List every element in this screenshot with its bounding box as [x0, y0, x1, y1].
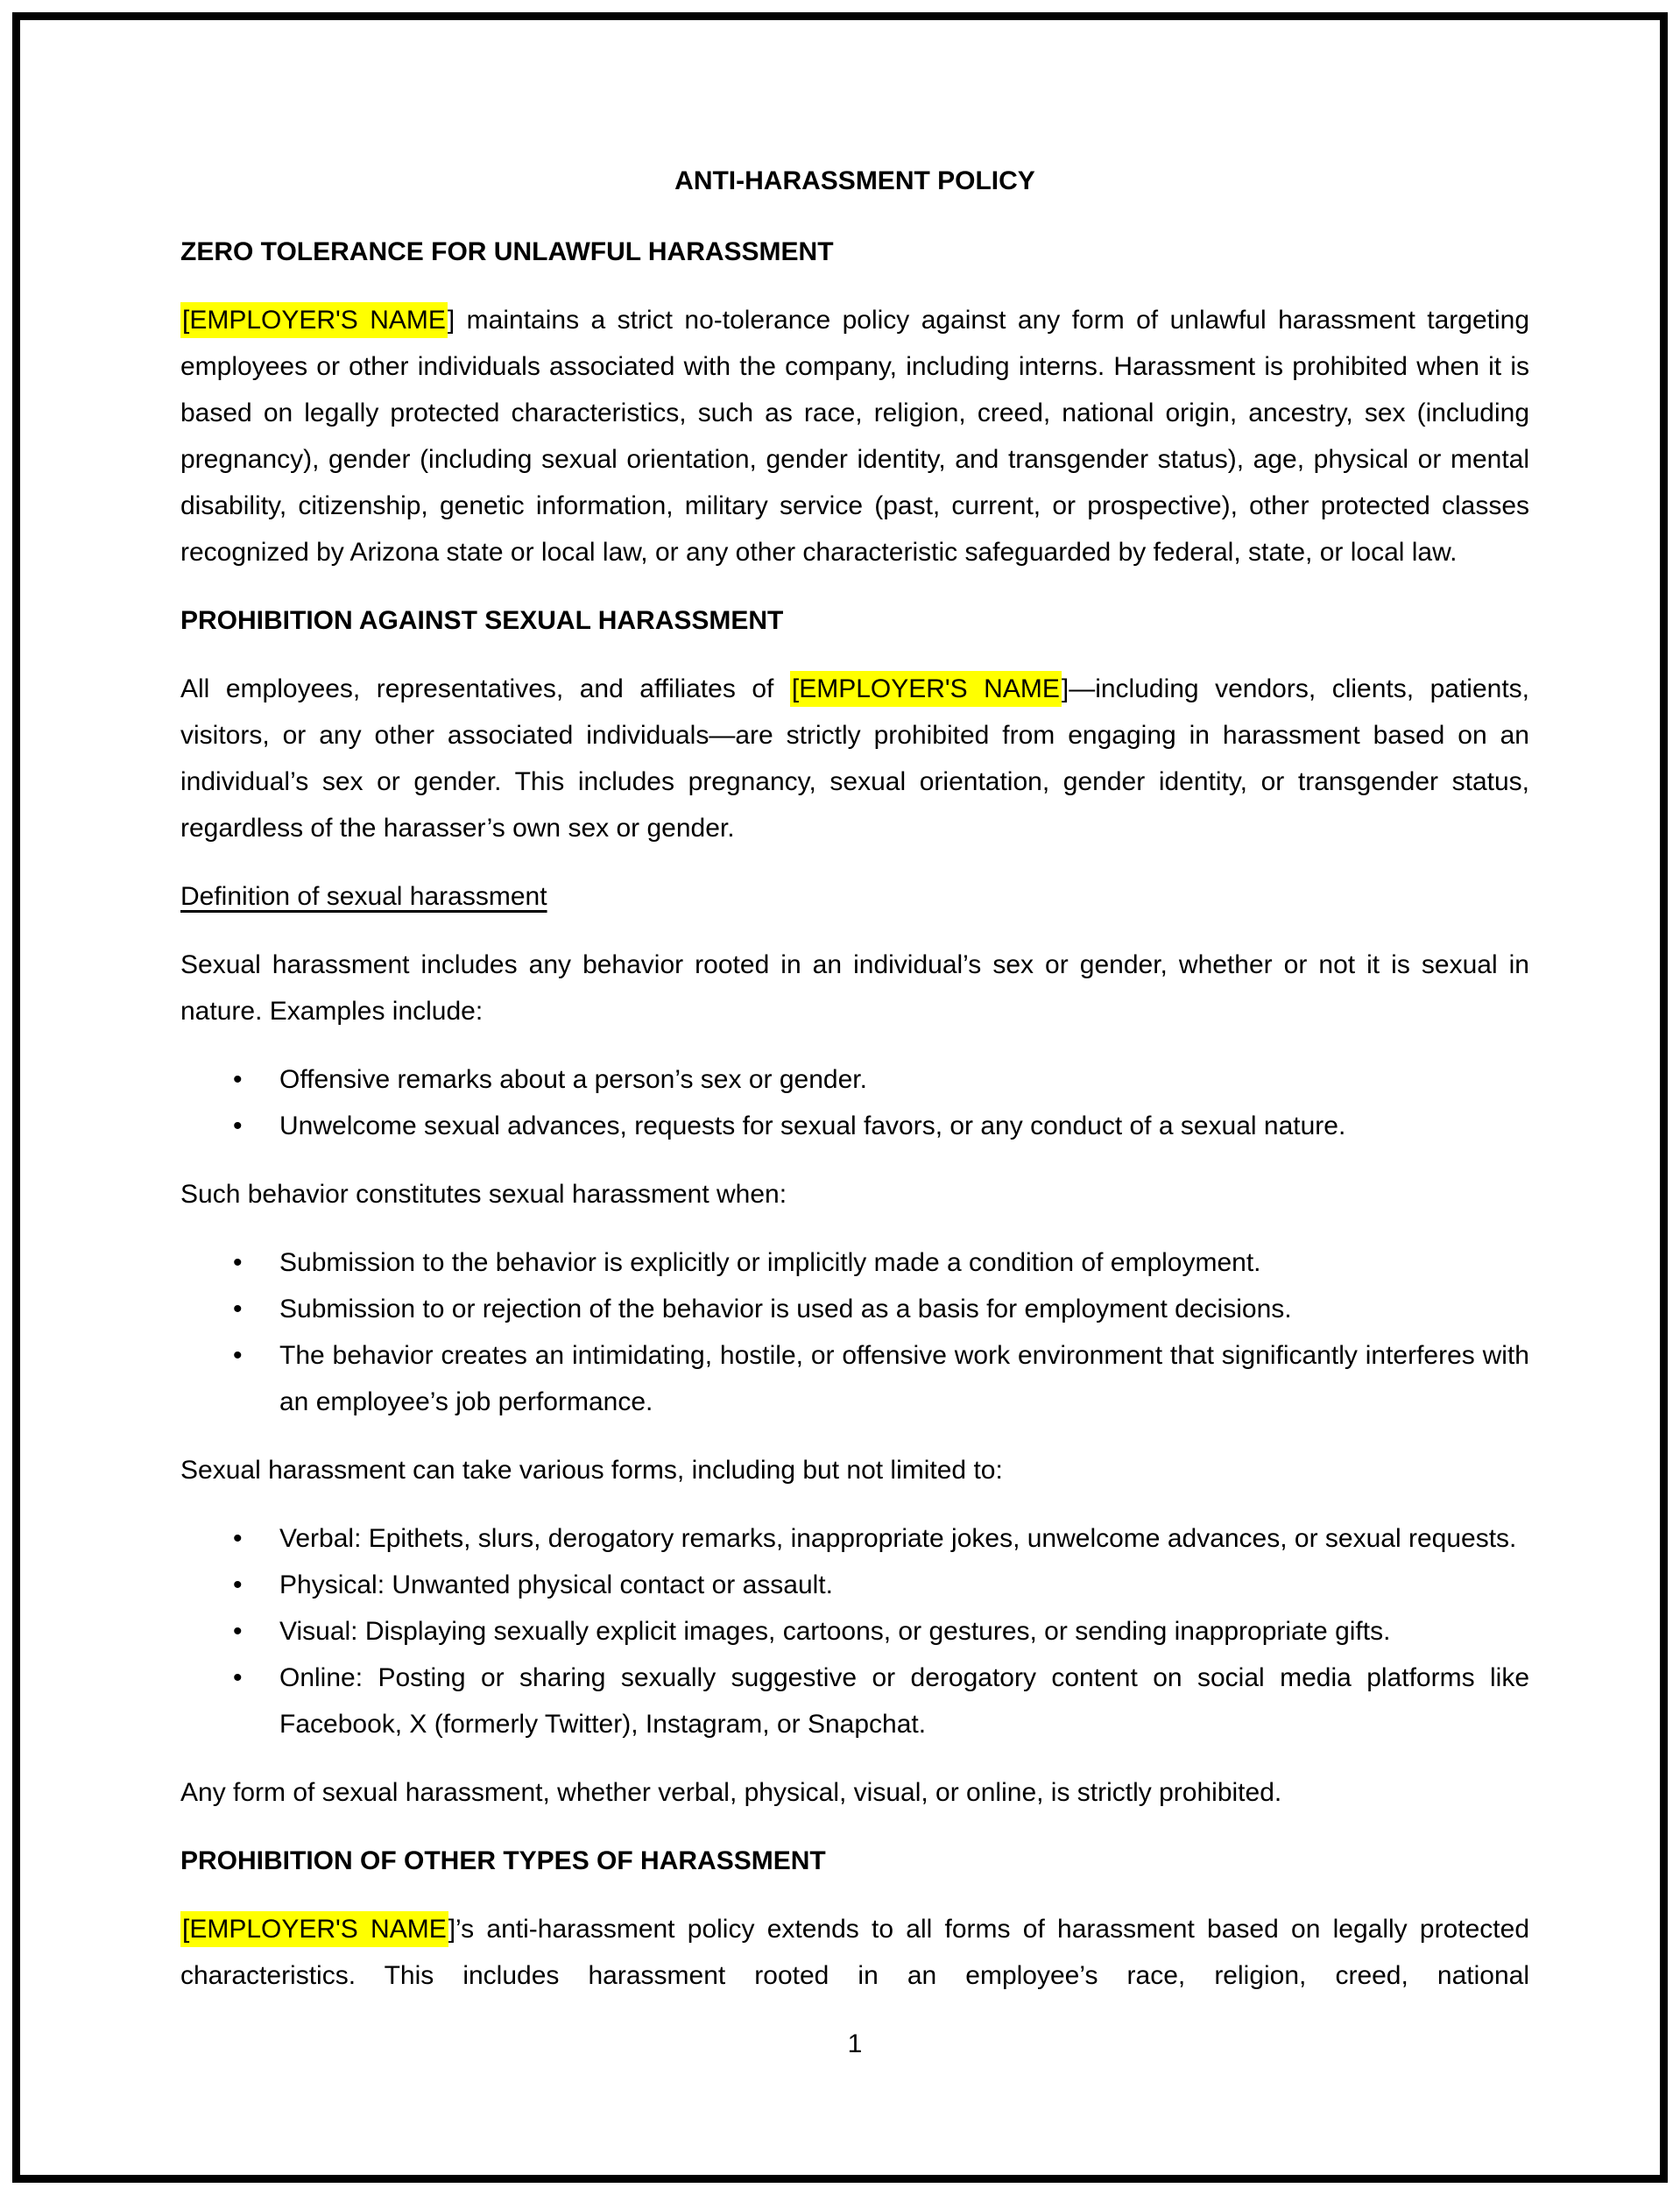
list-item	[233, 1056, 1529, 1103]
employer-name-placeholder: [EMPLOYER'S NAME	[180, 1911, 448, 1947]
paragraph	[180, 1906, 1529, 1999]
paragraph-text: Sexual harassment includes any behavior rooted in an individual’s sex or gender, whether or not it is sexual in nature. Examples include:	[180, 950, 1529, 1026]
bullet-icon: •	[233, 1248, 243, 1277]
list-item	[233, 1286, 1529, 1332]
list-item-text: Offensive remarks about a person’s sex or gender.	[279, 1065, 867, 1094]
paragraph-text: ]’s anti-harassment policy extends to all forms of harassment based on legally protected characteristics. This includes harassment rooted in an employee’s race, religion, creed, national	[180, 1915, 1530, 1990]
list-item-text: Visual: Displaying sexually explicit images, cartoons, or gestures, or sending inappropriate gifts.	[279, 1617, 1391, 1646]
bullet-icon: •	[233, 1570, 243, 1599]
list-item	[233, 1515, 1529, 1562]
bullet-icon: •	[233, 1065, 243, 1094]
document-title: ANTI-HARASSMENT POLICY	[674, 166, 1035, 195]
list-item	[233, 1239, 1529, 1286]
list-item-text: Physical: Unwanted physical contact or assault.	[279, 1570, 833, 1599]
list-item-text: Online: Posting or sharing sexually suggestive or derogatory content on social media platforms like Facebook, X (formerly Twitter), Instagram, or Snapchat.	[279, 1663, 1529, 1739]
section-heading: PROHIBITION AGAINST SEXUAL HARASSMENT	[180, 606, 784, 635]
paragraph-text: All employees, representatives, and affiliates of	[180, 674, 790, 703]
paragraph	[180, 942, 1529, 1034]
list-item-text: Verbal: Epithets, slurs, derogatory remarks, inappropriate jokes, unwelcome advances, or sexual requests.	[279, 1524, 1517, 1553]
list-item-text: The behavior creates an intimidating, hostile, or offensive work environment that significantly interferes with an employee’s job performance.	[279, 1341, 1529, 1416]
paragraph	[180, 1171, 1529, 1217]
employer-name-placeholder: [EMPLOYER'S NAME	[790, 671, 1062, 707]
page-number: 1	[847, 2029, 863, 2058]
bullet-icon: •	[233, 1617, 243, 1646]
document-blocks	[180, 229, 1529, 1999]
employer-name-placeholder: [EMPLOYER'S NAME	[180, 302, 448, 338]
paragraph-text: ] maintains a strict no-tolerance policy against any form of unlawful harassment targeting employees or other individuals associated with the company, including interns. Harassment is prohibited when it is based on legally protected characteristics, such as race, religion, creed, national origin, ancestry, sex (including pregnancy), gender (including sexual orientation, gender identity, and transgender status), age, physical or mental disability, citizenship, genetic information, military service (past, current, or prospective), other protected classes recognized by Arizona state or local law, or any other characteristic safeguarded by federal, state, or local law.	[180, 306, 1530, 567]
list-item	[233, 1332, 1529, 1425]
paragraph	[180, 666, 1529, 851]
paragraph-text: Sexual harassment can take various forms, including but not limited to:	[180, 1456, 1003, 1485]
paragraph	[180, 297, 1529, 575]
bullet-list	[233, 1056, 1529, 1149]
list-item-text: Submission to the behavior is explicitly or implicitly made a condition of employment.	[279, 1248, 1261, 1277]
list-item	[233, 1103, 1529, 1149]
bullet-icon: •	[233, 1524, 243, 1553]
section-heading: ZERO TOLERANCE FOR UNLAWFUL HARASSMENT	[180, 237, 834, 266]
sub-heading-underlined: Definition of sexual harassment	[180, 882, 547, 911]
section-heading: PROHIBITION OF OTHER TYPES OF HARASSMENT	[180, 1846, 826, 1875]
paragraph	[180, 1769, 1529, 1816]
paragraph-text: Such behavior constitutes sexual harassment when:	[180, 1180, 787, 1209]
list-item	[233, 1655, 1529, 1747]
list-item	[233, 1608, 1529, 1655]
bullet-list	[233, 1515, 1529, 1747]
bullet-icon: •	[233, 1295, 243, 1323]
paragraph	[180, 1447, 1529, 1493]
bullet-icon: •	[233, 1663, 243, 1692]
bullet-icon: •	[233, 1112, 243, 1140]
paragraph-text: ]—including vendors, clients, patients, visitors, or any other associated individuals—are strictly prohibited from engaging in harassment based on an individual’s sex or gender. This includes pregnancy, sexual orientation, gender identity, or transgender status, regardless of the harasser’s own sex or gender.	[180, 674, 1529, 843]
bullet-list	[233, 1239, 1529, 1425]
paragraph-text: Any form of sexual harassment, whether verbal, physical, visual, or online, is strictly prohibited.	[180, 1778, 1282, 1807]
bullet-icon: •	[233, 1341, 243, 1370]
list-item-text: Submission to or rejection of the behavior is used as a basis for employment decisions.	[279, 1295, 1292, 1323]
list-item-text: Unwelcome sexual advances, requests for sexual favors, or any conduct of a sexual nature.	[279, 1112, 1346, 1140]
list-item	[233, 1562, 1529, 1608]
